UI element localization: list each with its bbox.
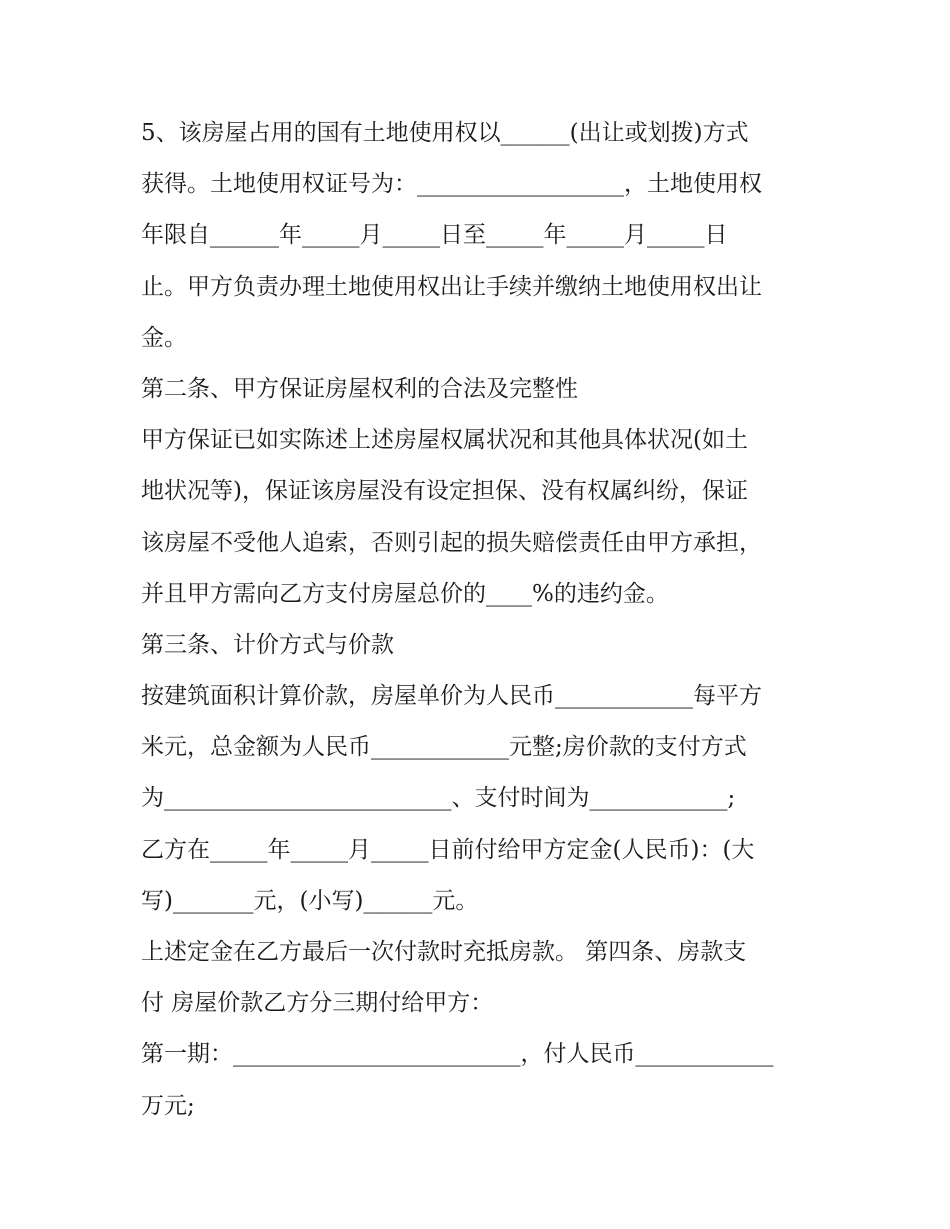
text-line: 金。 (141, 324, 187, 351)
text-line: 年限自______年_____月_____日至_____年_____月_____日 (141, 222, 728, 249)
text-line: 止。甲方负责办理土地使用权出让手续并缴纳土地使用权出让 (141, 273, 762, 300)
text-line: 获得。土地使用权证号为：__________________，土地使用权 (141, 171, 762, 198)
text-line: 并且甲方需向乙方支付房屋总价的____%的违约金。 (141, 580, 669, 607)
text-line: 甲方保证已如实陈述上述房屋权属状况和其他具体状况(如土 (141, 427, 748, 454)
section-heading-article-3: 第三条、计价方式与价款 (141, 631, 394, 658)
text-line: 按建筑面积计算价款，房屋单价为人民币____________每平方 (141, 683, 762, 710)
text-line: 第一期：_________________________，付人民币____________ (141, 1041, 774, 1068)
text-line: 付 房屋价款乙方分三期付给甲方： (141, 990, 494, 1017)
text-line: 该房屋不受他人追索，否则引起的损失赔偿责任由甲方承担， (141, 529, 762, 556)
text-line: 5、该房屋占用的国有土地使用权以______(出让或划拨)方式 (141, 120, 749, 146)
text-line: 万元; (141, 1092, 195, 1119)
text-line: 米元，总金额为人民币____________元整;房价款的支付方式 (141, 734, 747, 761)
text-line: 乙方在_____年_____月_____日前付给甲方定金(人民币)：(大 (141, 836, 755, 863)
text-line: 为_________________________、支付时间为____________; (141, 785, 736, 812)
section-heading-article-2: 第二条、甲方保证房屋权利的合法及完整性 (141, 375, 578, 402)
text-line: 上述定金在乙方最后一次付款时充抵房款。 第四条、房款支 (141, 939, 747, 965)
text-line: 写)_______元，(小写)______元。 (141, 887, 479, 914)
text-line: 地状况等)，保证该房屋没有设定担保、没有权属纠纷，保证 (141, 478, 748, 505)
contract-text (141, 108, 821, 1132)
